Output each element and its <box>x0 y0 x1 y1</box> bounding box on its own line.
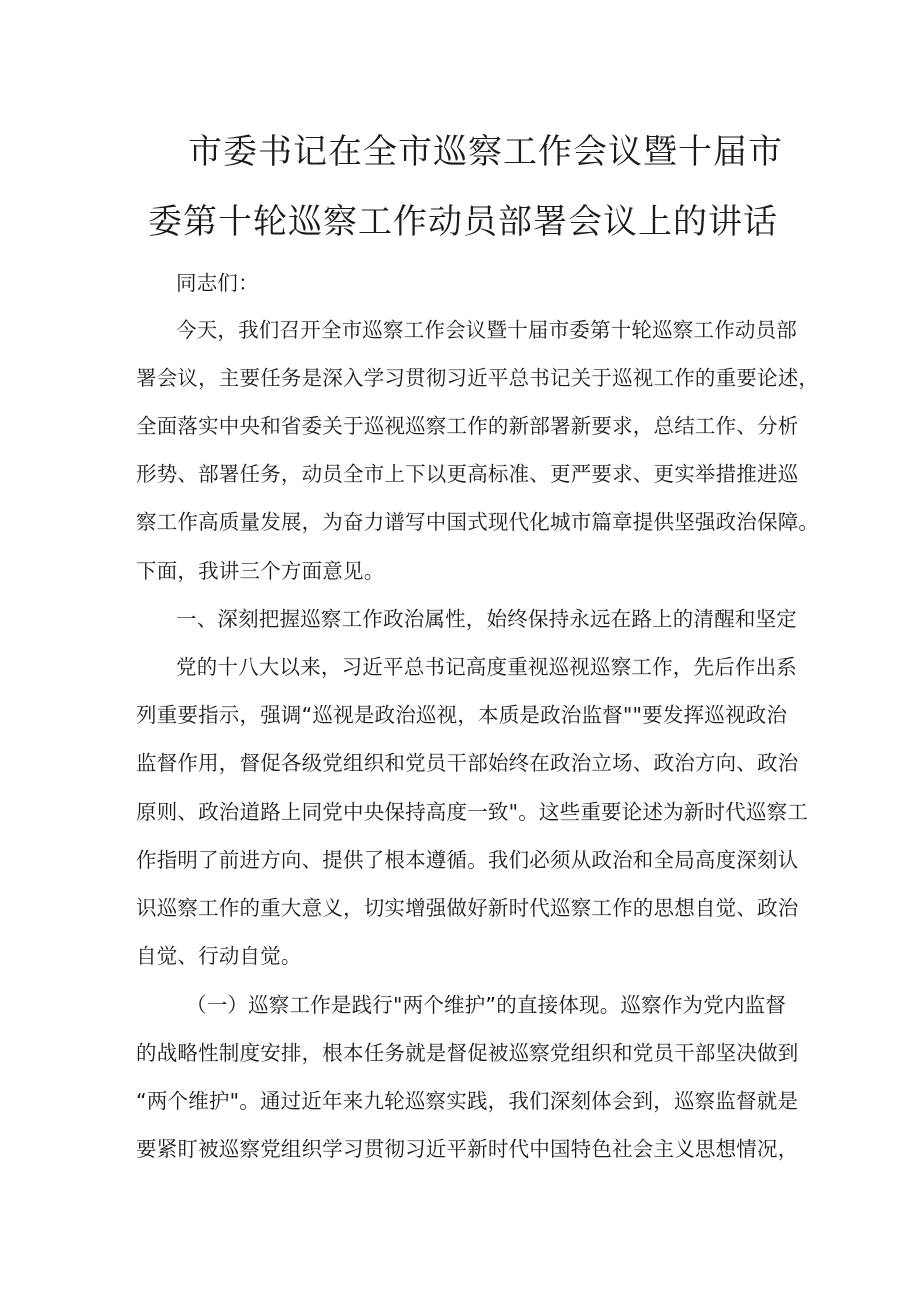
document-title-line-2: 委第十轮巡察工作动员部署会议上的讲话 <box>148 202 778 242</box>
body-line: 自觉、行动自觉。 <box>136 944 302 968</box>
salutation: 同志们： <box>176 271 259 295</box>
body-line: 监督作用，督促各级党组织和党员干部始终在政治立场、政治方向、政治 <box>136 751 799 775</box>
body-line: 原则、政治道路上同党中央保持高度一致"。这些重要论述为新时代巡察工 <box>136 800 809 824</box>
body-line: 作指明了前进方向、提供了根本遵循。我们必须从政治和全局高度深刻认 <box>136 848 799 872</box>
body-line: 察工作高质量发展，为奋力谱写中国式现代化城市篇章提供坚强政治保障。 <box>136 510 820 534</box>
subsection-line: （一）巡察工作是践行"两个维护”的直接体现。巡察作为党内监督 <box>186 993 787 1017</box>
body-line: 的战略性制度安排，根本任务就是督促被巡察党组织和党员干部坚决做到 <box>136 1041 799 1065</box>
body-line: “两个维护"。通过近年来九轮巡察实践，我们深刻体会到，巡察监督就是 <box>136 1089 799 1113</box>
body-line: 列重要指示，强调“巡视是政治巡视，本质是政治监督""要发挥巡视政治 <box>136 703 788 727</box>
body-line: 下面，我讲三个方面意见。 <box>136 559 385 583</box>
body-line: 要紧盯被巡察党组织学习贯彻习近平新时代中国特色社会主义思想情况， <box>136 1137 799 1161</box>
body-line: 署会议，主要任务是深入学习贯彻习近平总书记关于巡视工作的重要论述， <box>136 366 820 390</box>
section-heading: 一、深刻把握巡察工作政治属性，始终保持永远在路上的清醒和坚定 <box>176 607 797 631</box>
body-line: 形势、部署任务，动员全市上下以更高标准、更严要求、更实举措推进巡 <box>136 462 799 486</box>
body-line: 识巡察工作的重大意义，切实增强做好新时代巡察工作的思想自觉、政治 <box>136 896 799 920</box>
document-title-line-1: 市委书记在全市巡察工作会议暨十届市 <box>188 132 783 172</box>
body-line: 今天，我们召开全市巡察工作会议暨十届市委第十轮巡察工作动员部 <box>176 318 797 342</box>
body-line: 党的十八大以来，习近平总书记高度重视巡视巡察工作，先后作出系 <box>176 655 797 679</box>
body-line: 全面落实中央和省委关于巡视巡察工作的新部署新要求，总结工作、分析 <box>136 414 799 438</box>
